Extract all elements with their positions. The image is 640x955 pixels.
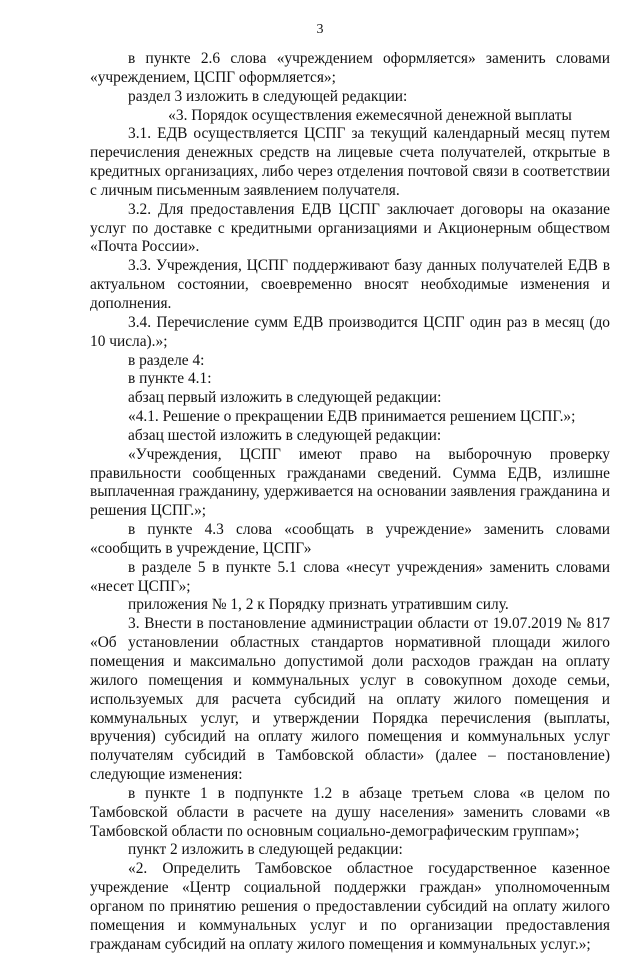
paragraph-item-3: 3. Внести в постановление администрации области от 19.07.2019 № 817 «Об установлении областных стандартов нормативной площади жилого помещения и максимально допустимой доли расходов граждан на оплату жилого помещения и коммунальных услуг в совокупном доходе семьи, используемых для расчета субсидий на оплату жилого помещения и коммунальных услуг, и утверждении Порядка перечисления (выплаты, вручения) субсидий на оплату жилого помещения и коммунальных услуг получателям субсидий в Тамбовской области» (далее – постановление) следующие изменения: <box>90 615 610 784</box>
paragraph-amend-1-2: в пункте 1 в подпункте 1.2 в абзаце третьем слова «в целом по Тамбовской области в расчете на душу населения» заменить словами «в Тамбовской области по основным социально-демографическим группам»; <box>90 784 610 840</box>
paragraph-point-2-text: «2. Определить Тамбовское областное государственное казенное учреждение «Центр социальной поддержки граждан» уполномоченным органом по принятию решения о предоставлении субсидий на оплату жилого помещения и коммунальных услуг и по организации предоставления гражданам субсидий на оплату жилого помещения и коммунальных услуг.»; <box>90 860 610 953</box>
section-3-heading: «3. Порядок осуществления ежемесячной денежной выплаты <box>168 106 572 124</box>
paragraph-appendices: приложения № 1, 2 к Порядку признать утратившим силу. <box>128 596 509 614</box>
paragraph-3-1: 3.1. ЕДВ осуществляется ЦСПГ за текущий календарный месяц путем перечисления денежных средств на лицевые счета получателей, открытые в кредитных организациях, либо через отделения почтовой связи в соответствии с личным письменным заявлением получателя. <box>90 125 610 199</box>
paragraph-abzac-1: абзац первый изложить в следующей редакции: <box>128 389 442 407</box>
page-number: 3 <box>316 22 324 37</box>
paragraph-point-4-1: в пункте 4.1: <box>128 370 212 388</box>
paragraph-abzac-6: абзац шестой изложить в следующей редакции: <box>128 426 442 444</box>
paragraph-section-3-intro: раздел 3 изложить в следующей редакции: <box>128 87 408 105</box>
paragraph-3-2: 3.2. Для предоставления ЕДВ ЦСПГ заключает договоры на оказание услуг по доставке с кредитными организациями и Акционерным обществом «Почта России». <box>90 200 610 256</box>
paragraph-4-1-text: «4.1. Решение о прекращении ЕДВ принимается решением ЦСПГ.»; <box>128 408 576 426</box>
paragraph-abzac-6-text: «Учреждения, ЦСПГ имеют право на выборочную проверку правильности сообщенных гражданами сведений. Сумма ЕДВ, излишне выплаченная гражданину, удерживается на основании заявления гражданина и решения ЦСПГ.»; <box>90 445 610 520</box>
paragraph-point-2-intro: пункт 2 изложить в следующей редакции: <box>128 841 403 859</box>
paragraph-section-4: в разделе 4: <box>128 351 205 369</box>
paragraph-amend-5-1: в разделе 5 в пункте 5.1 слова «несут учреждения» заменить словами «несет ЦСПГ»; <box>90 558 610 595</box>
paragraph-amend-4-3: в пункте 4.3 слова «сообщать в учреждение» заменить словами «сообщить в учреждение, ЦСПГ» <box>90 521 610 557</box>
paragraph-3-3: 3.3. Учреждения, ЦСПГ поддерживают базу данных получателей ЕДВ в актуальном состоянии, своевременно вносят необходимые изменения и дополнения. <box>90 257 610 312</box>
document-body <box>90 50 610 955</box>
paragraph-amend-2-6: в пункте 2.6 слова «учреждением оформляется» заменить словами «учреждением, ЦСПГ оформляется»; <box>90 50 610 86</box>
paragraph-3-4: 3.4. Перечисление сумм ЕДВ производится ЦСПГ один раз в месяц (до 10 числа).»; <box>90 313 610 350</box>
